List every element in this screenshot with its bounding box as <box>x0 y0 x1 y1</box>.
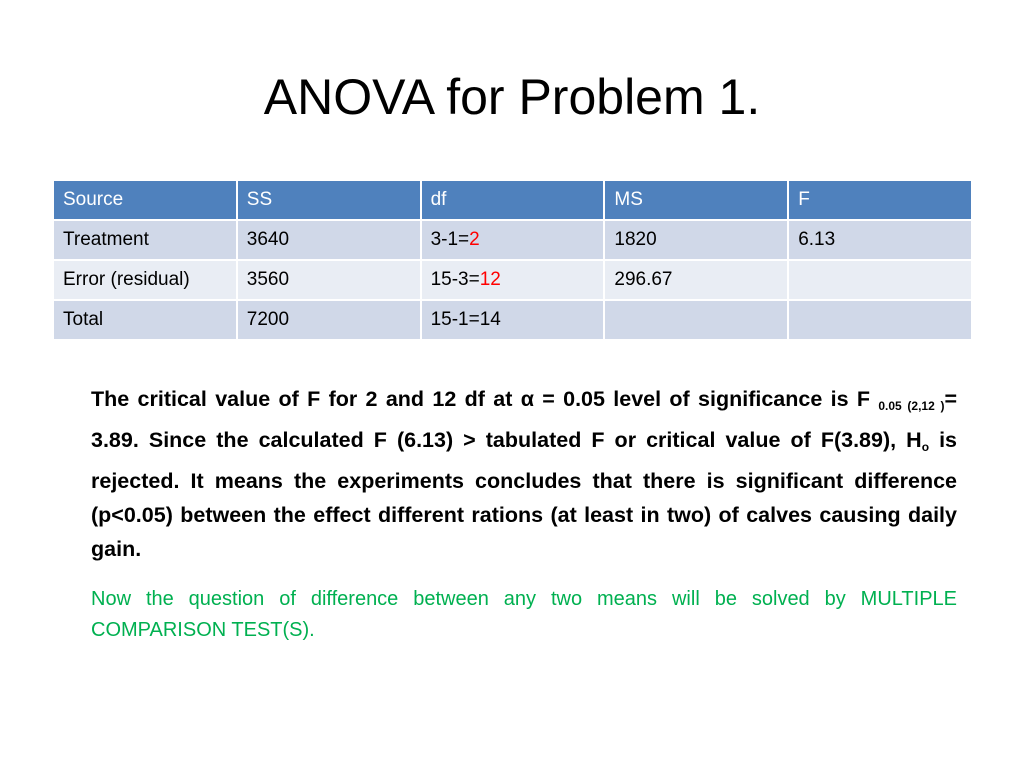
conclusion-text-1: The critical value of F for 2 and 12 df at α = 0.05 level of significance is F <box>91 387 879 411</box>
anova-table <box>52 179 973 341</box>
f-critical-subscript: 0.05 (2,12 ) <box>878 399 945 413</box>
table-header-row <box>53 180 972 220</box>
cell-f <box>788 300 972 340</box>
cell-df <box>421 220 605 260</box>
cell-ss: 3640 <box>237 220 421 260</box>
cell-source: Treatment <box>53 220 237 260</box>
slide-title: ANOVA for Problem 1. <box>263 69 761 125</box>
cell-ss: 3560 <box>237 260 421 300</box>
table-row <box>53 220 972 260</box>
cell-f <box>788 260 972 300</box>
conclusion-text-2: = 3.89. Since the calculated F (6.13) > tabulated F or critical value of F(3.89), H <box>91 387 957 452</box>
header-df: df <box>421 180 605 220</box>
table-row <box>53 260 972 300</box>
conclusion-paragraph <box>91 382 957 566</box>
cell-df <box>421 260 605 300</box>
df-formula: 15-3= <box>430 269 480 290</box>
header-ss: SS <box>237 180 421 220</box>
df-formula: 15-1=14 <box>430 309 501 330</box>
cell-source: Total <box>53 300 237 340</box>
cell-source: Error (residual) <box>53 260 237 300</box>
cell-ss: 7200 <box>237 300 421 340</box>
table-row <box>53 300 972 340</box>
conclusion-text-3: is rejected. It means the experiments concludes that there is significant difference (p<0.05) between the effect different rations (at least in two) of calves causing daily gain. <box>91 428 958 561</box>
df-formula: 3-1= <box>430 229 470 250</box>
cell-ms: 1820 <box>604 220 788 260</box>
next-step-note: Now the question of difference between any two means will be solved by MULTIPLE COMPARISON TEST(S). <box>91 588 957 641</box>
header-f: F <box>788 180 972 220</box>
cell-ms <box>604 300 788 340</box>
header-ms: MS <box>604 180 788 220</box>
cell-f: 6.13 <box>788 220 972 260</box>
df-highlight: 2 <box>469 229 480 250</box>
null-hypothesis-subscript: o <box>921 440 930 454</box>
df-highlight: 12 <box>479 269 501 290</box>
header-source: Source <box>53 180 237 220</box>
cell-df <box>421 300 605 340</box>
cell-ms: 296.67 <box>604 260 788 300</box>
